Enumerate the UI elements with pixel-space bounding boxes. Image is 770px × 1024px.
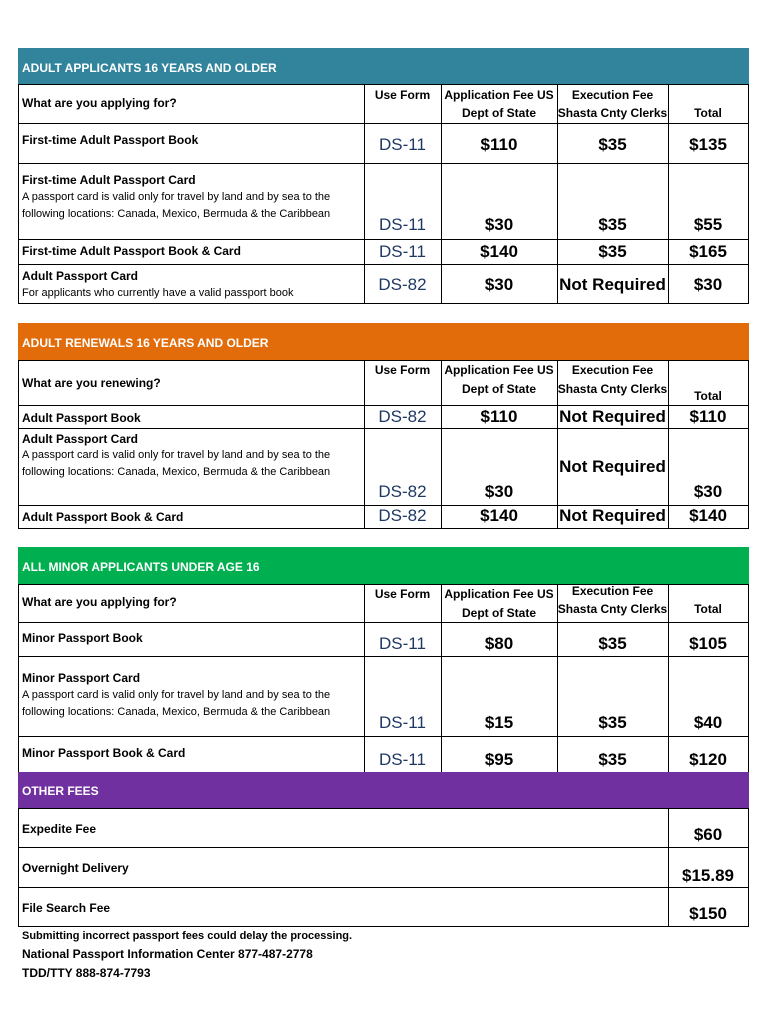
row-app-fee: $15 xyxy=(484,713,514,732)
row-app-fee: $95 xyxy=(484,750,514,769)
row-note: A passport card is valid only for travel by land and by sea to the xyxy=(22,449,331,461)
row-total: $30 xyxy=(693,275,723,294)
divider xyxy=(364,584,365,772)
col-execution-fee: Execution Fee xyxy=(571,363,654,377)
row-exec-fee: Not Required xyxy=(559,457,666,476)
divider xyxy=(18,84,749,85)
row-exec-fee: $35 xyxy=(598,713,627,732)
row-label: Adult Passport Book & Card xyxy=(22,510,184,524)
col-execution-fee-sub: Shasta Cnty Clerks xyxy=(557,602,668,616)
col-application-fee-sub: Dept of State xyxy=(461,106,536,120)
row-total: $110 xyxy=(689,407,727,426)
row-app-fee: $30 xyxy=(484,215,514,234)
row-total: $60 xyxy=(693,825,723,844)
row-label: Minor Passport Book xyxy=(22,631,143,645)
divider xyxy=(364,84,365,304)
divider xyxy=(18,887,749,888)
row-label: Minor Passport Book & Card xyxy=(22,746,186,760)
col-application-fee-sub: Dept of State xyxy=(461,382,536,396)
row-note: following locations: Canada, Mexico, Bermuda & the Caribbean xyxy=(22,706,331,718)
row-label: Overnight Delivery xyxy=(22,861,129,875)
row-note: following locations: Canada, Mexico, Bermuda & the Caribbean xyxy=(22,208,331,220)
row-form: DS-11 xyxy=(379,135,426,154)
row-label: First-time Adult Passport Card xyxy=(22,173,196,187)
row-exec-fee: $35 xyxy=(598,215,627,234)
divider xyxy=(18,123,749,124)
row-app-fee: $110 xyxy=(480,407,518,426)
divider xyxy=(18,584,19,772)
row-note: following locations: Canada, Mexico, Bermuda & the Caribbean xyxy=(22,466,331,478)
row-exec-fee: $35 xyxy=(598,242,627,261)
row-total: $135 xyxy=(689,135,727,154)
row-label: Expedite Fee xyxy=(22,822,97,836)
row-form: DS-82 xyxy=(378,506,427,525)
col-use-form: Use Form xyxy=(374,363,431,377)
question-label: What are you applying for? xyxy=(22,595,177,609)
row-form: DS-11 xyxy=(379,634,426,653)
info-center-phone: National Passport Information Center 877-487-2778 xyxy=(22,947,313,961)
divider xyxy=(18,926,749,927)
divider xyxy=(748,84,749,304)
col-application-fee: Application Fee US xyxy=(444,88,554,102)
row-form: DS-11 xyxy=(379,713,426,732)
col-application-fee-sub: Dept of State xyxy=(461,606,536,620)
row-total: $55 xyxy=(693,215,723,234)
col-total: Total xyxy=(694,389,722,403)
divider xyxy=(748,584,749,772)
row-note: For applicants who currently have a valid passport book xyxy=(22,287,294,299)
row-app-fee: $110 xyxy=(480,135,518,154)
fee-warning: Submitting incorrect passport fees could delay the processing. xyxy=(22,930,353,942)
row-exec-fee: Not Required xyxy=(559,275,666,294)
row-app-fee: $30 xyxy=(484,275,514,294)
col-execution-fee: Execution Fee xyxy=(571,584,654,598)
divider xyxy=(18,428,749,429)
row-total: $105 xyxy=(689,634,727,653)
row-form: DS-11 xyxy=(379,242,426,261)
divider xyxy=(18,239,749,240)
row-total: $15.89 xyxy=(682,866,734,885)
divider xyxy=(748,808,749,927)
question-label: What are you applying for? xyxy=(22,96,177,110)
row-total: $140 xyxy=(689,506,727,525)
divider xyxy=(748,360,749,529)
row-label: Adult Passport Book xyxy=(22,411,141,425)
divider xyxy=(18,808,19,927)
row-total: $120 xyxy=(689,750,727,769)
divider xyxy=(18,264,749,265)
col-application-fee: Application Fee US xyxy=(444,587,554,601)
divider xyxy=(18,808,749,809)
row-exec-fee: Not Required xyxy=(559,407,666,426)
row-form: DS-11 xyxy=(379,750,426,769)
col-application-fee: Application Fee US xyxy=(444,363,554,377)
row-total: $30 xyxy=(693,482,723,501)
divider xyxy=(18,656,749,657)
row-total: $165 xyxy=(689,242,727,261)
col-execution-fee: Execution Fee xyxy=(571,88,654,102)
row-exec-fee: $35 xyxy=(598,135,627,154)
row-exec-fee: Not Required xyxy=(559,506,666,525)
renewal-section-header: ADULT RENEWALS 16 YEARS AND OLDER xyxy=(18,323,749,360)
row-form: DS-82 xyxy=(378,482,427,501)
tdd-phone: TDD/TTY 888-874-7793 xyxy=(22,966,151,980)
divider xyxy=(18,303,749,304)
row-app-fee: $140 xyxy=(480,242,518,261)
divider xyxy=(18,360,19,529)
question-label: What are you renewing? xyxy=(22,376,161,390)
row-note: A passport card is valid only for travel by land and by sea to the xyxy=(22,689,331,701)
row-app-fee: $30 xyxy=(484,482,514,501)
divider xyxy=(18,736,749,737)
row-label: First-time Adult Passport Book xyxy=(22,133,199,147)
row-form: DS-82 xyxy=(378,275,427,294)
row-label: Adult Passport Card xyxy=(22,269,139,283)
adult-section-header: ADULT APPLICANTS 16 YEARS AND OLDER xyxy=(18,48,749,85)
row-total: $150 xyxy=(689,904,727,923)
row-app-fee: $140 xyxy=(480,506,518,525)
divider xyxy=(18,84,19,304)
col-total: Total xyxy=(694,602,722,616)
col-use-form: Use Form xyxy=(374,587,431,601)
row-form: DS-11 xyxy=(379,215,426,234)
row-total: $40 xyxy=(693,713,723,732)
divider xyxy=(18,622,749,623)
row-app-fee: $80 xyxy=(484,634,514,653)
divider xyxy=(364,360,365,529)
divider xyxy=(18,528,749,529)
divider xyxy=(18,405,749,406)
row-note: A passport card is valid only for travel by land and by sea to the xyxy=(22,191,331,203)
row-form: DS-82 xyxy=(378,407,427,426)
row-label: File Search Fee xyxy=(22,901,111,915)
row-label: Adult Passport Card xyxy=(22,432,139,446)
col-use-form: Use Form xyxy=(374,88,431,102)
divider xyxy=(18,163,749,164)
row-label: First-time Adult Passport Book & Card xyxy=(22,244,241,258)
col-total: Total xyxy=(694,106,722,120)
divider xyxy=(18,847,749,848)
row-exec-fee: $35 xyxy=(598,750,627,769)
col-execution-fee-sub: Shasta Cnty Clerks xyxy=(557,106,668,120)
divider xyxy=(668,360,669,529)
minor-section-header: ALL MINOR APPLICANTS UNDER AGE 16 xyxy=(18,547,749,584)
col-execution-fee-sub: Shasta Cnty Clerks xyxy=(557,382,668,396)
other-fees-header: OTHER FEES xyxy=(18,772,749,808)
row-exec-fee: $35 xyxy=(598,634,627,653)
row-label: Minor Passport Card xyxy=(22,671,141,685)
